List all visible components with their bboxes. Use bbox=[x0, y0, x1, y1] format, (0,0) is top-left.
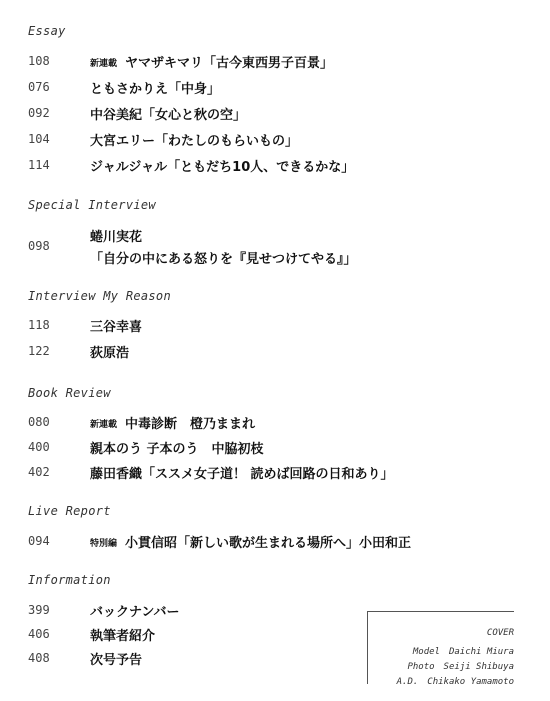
page-number: 094 bbox=[28, 534, 50, 548]
entry-title: 藤田香織「ススメ女子道！ 読めば回路の日和あり」 bbox=[90, 467, 394, 482]
page-number: 092 bbox=[28, 106, 50, 120]
cover-credits bbox=[367, 611, 514, 687]
new-series-tag: 新連載 bbox=[90, 420, 118, 430]
entry-title: 中谷美紀「女心と秋の空」 bbox=[90, 108, 247, 123]
section-heading-special-interview: Special Interview bbox=[28, 198, 156, 212]
entry-title: 「自分の中にある怒りを『見せつけてやる』」 bbox=[90, 252, 357, 267]
entry-title: 新連載 中毒診断 橙乃ままれ bbox=[90, 417, 256, 432]
entry-title: 新連載 ヤマザキマリ「古今東西男子百景」 bbox=[90, 56, 334, 71]
page-number: 108 bbox=[28, 54, 50, 68]
page-number: 402 bbox=[28, 465, 50, 479]
page-number: 076 bbox=[28, 80, 50, 94]
page-number: 122 bbox=[28, 344, 50, 358]
entry-title: 三谷幸喜 bbox=[90, 320, 143, 335]
page-number: 104 bbox=[28, 132, 50, 146]
entry-title: 次号予告 bbox=[90, 653, 143, 668]
entry-title: バックナンバー bbox=[90, 605, 180, 620]
credits-art-director: A.D. Chikako Yamamoto bbox=[396, 677, 514, 687]
section-heading-interview-my-reason: Interview My Reason bbox=[28, 289, 171, 303]
page-number: 406 bbox=[28, 627, 50, 641]
entry-title: 親本のう 子本のう 中脇初枝 bbox=[90, 442, 264, 457]
section-heading-live-report: Live Report bbox=[28, 504, 111, 518]
entry-title: 荻原浩 bbox=[90, 346, 130, 361]
page-number: 399 bbox=[28, 603, 50, 617]
credits-model: Model Daichi Miura bbox=[412, 647, 514, 657]
new-series-tag: 新連載 bbox=[90, 59, 118, 69]
interviewee-name: 蜷川実花 bbox=[90, 230, 143, 245]
page-number: 118 bbox=[28, 318, 50, 332]
page-number: 400 bbox=[28, 440, 50, 454]
entry-title: 大宮エリー「わたしのもらいもの」 bbox=[90, 134, 299, 149]
credits-heading: COVER bbox=[486, 628, 514, 638]
credits-photo: Photo Seiji Shibuya bbox=[407, 662, 514, 672]
entry-title: 執筆者紹介 bbox=[90, 629, 156, 644]
entry-title: ともさかりえ「中身」 bbox=[90, 82, 221, 97]
section-heading-essay: Essay bbox=[28, 24, 66, 38]
page-number: 098 bbox=[28, 239, 50, 253]
section-heading-book-review: Book Review bbox=[28, 386, 111, 400]
page-number: 080 bbox=[28, 415, 50, 429]
page-number: 114 bbox=[28, 158, 50, 172]
page-number: 408 bbox=[28, 651, 50, 665]
entry-title: 特別編 小貫信昭「新しい歌が生まれる場所へ」小田和正 bbox=[90, 536, 412, 551]
entry-title: ジャルジャル「ともだち10人、できるかな」 bbox=[90, 160, 355, 175]
special-edition-tag: 特別編 bbox=[90, 539, 118, 549]
section-heading-information: Information bbox=[28, 573, 111, 587]
